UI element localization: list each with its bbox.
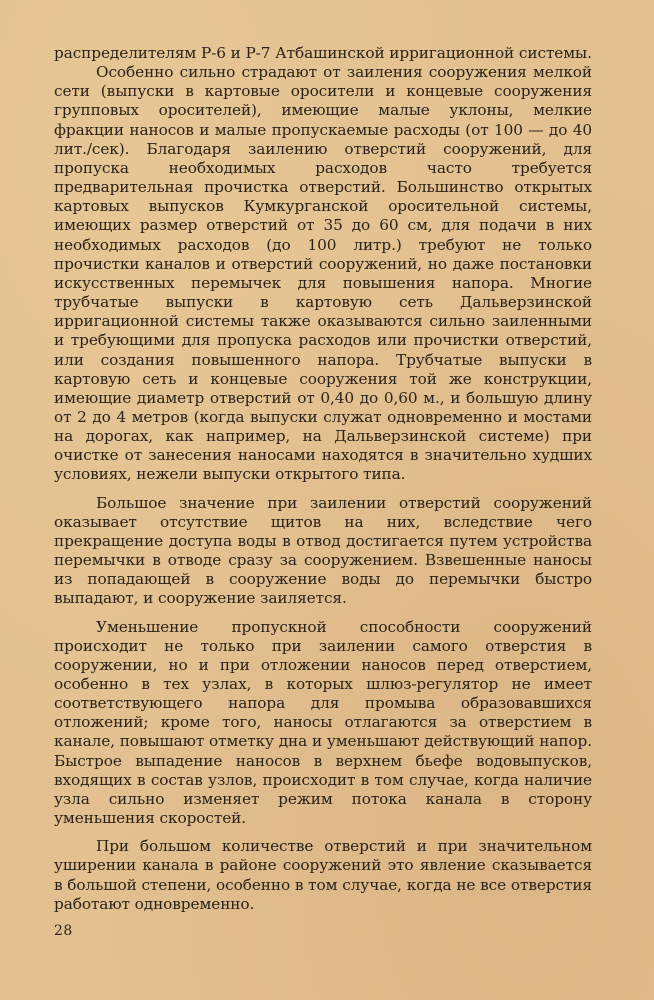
paragraph-1: распределителям Р-6 и Р-7 Атбашинской ирригационной системы.	[54, 44, 592, 62]
paragraph-4: Уменьшение пропускной способности сооружений происходит не только при заилении самого отверстия в сооружении, но и при отложении наносов перед отверстием, особенно в тех узлах, в которых шлюз-регулятор не имеет соответствующего напора для промыва образовавшихся отложений; кроме того, наносы отлагаются за отверстием в канале, повышают отметку дна и уменьшают действующий напор. Быстрое выпадение наносов в верхнем бьефе водовыпусков, входящих в состав узлов, происходит в том случае, когда наличие узла сильно изменяет режим потока канала в сторону уменьшения скоростей.	[54, 617, 592, 828]
paragraph-3: Большое значение при заилении отверстий сооружений оказывает отсутствие щитов на них, вследствие чего прекращение доступа воды в отвод достигается путем устройства перемычки в отводе сразу за сооружением. Взвешенные наносы из попадающей в сооружение воды до перемычки быстро выпадают, и сооружение заиляется.	[54, 493, 592, 608]
page-body	[54, 44, 592, 914]
page-number: 28	[54, 923, 73, 939]
paragraph-2: Особенно сильно страдают от заиления сооружения мелкой сети (выпуски в картовые оросители и концевые сооружения групповых оросителей), имеющие малые уклоны, мелкие фракции наносов и малые пропускаемые расходы (от 100 — до 40 лит./сек). Благодаря заилению отверстий сооружений, для пропуска необходимых расходов часто требуется предварительная прочистка отверстий. Большинство открытых картовых выпусков Кумкурганской оросительной системы, имеющих размер отверстий от 35 до 60 см, для подачи в них необходимых расходов (до 100 литр.) требуют не только прочистки каналов и отверстий сооружений, но даже постановки искусственных перемычек для повышения напора. Многие трубчатые выпуски в картовую сеть Дальверзинской ирригационной системы также оказываются сильно заиленными и требующими для пропуска расходов или прочистки отверстий, или создания повышенного напора. Трубчатые выпуски в картовую сеть и концевые сооружения той же конструкции, имеющие диаметр отверстий от 0,40 до 0,60 м., и большую длину от 2 до 4 метров (когда выпуски служат одновременно и мостами на дорогах, как например, на Дальверзинской системе) при очистке от занесения наносами находятся в значительно худших условиях, нежели выпуски открытого типа.	[54, 63, 592, 484]
paragraph-5: При большом количестве отверстий и при значительном уширении канала в районе сооружений это явление сказывается в большой степени, особенно в том случае, когда не все отверстия работают одновременно.	[54, 837, 592, 913]
